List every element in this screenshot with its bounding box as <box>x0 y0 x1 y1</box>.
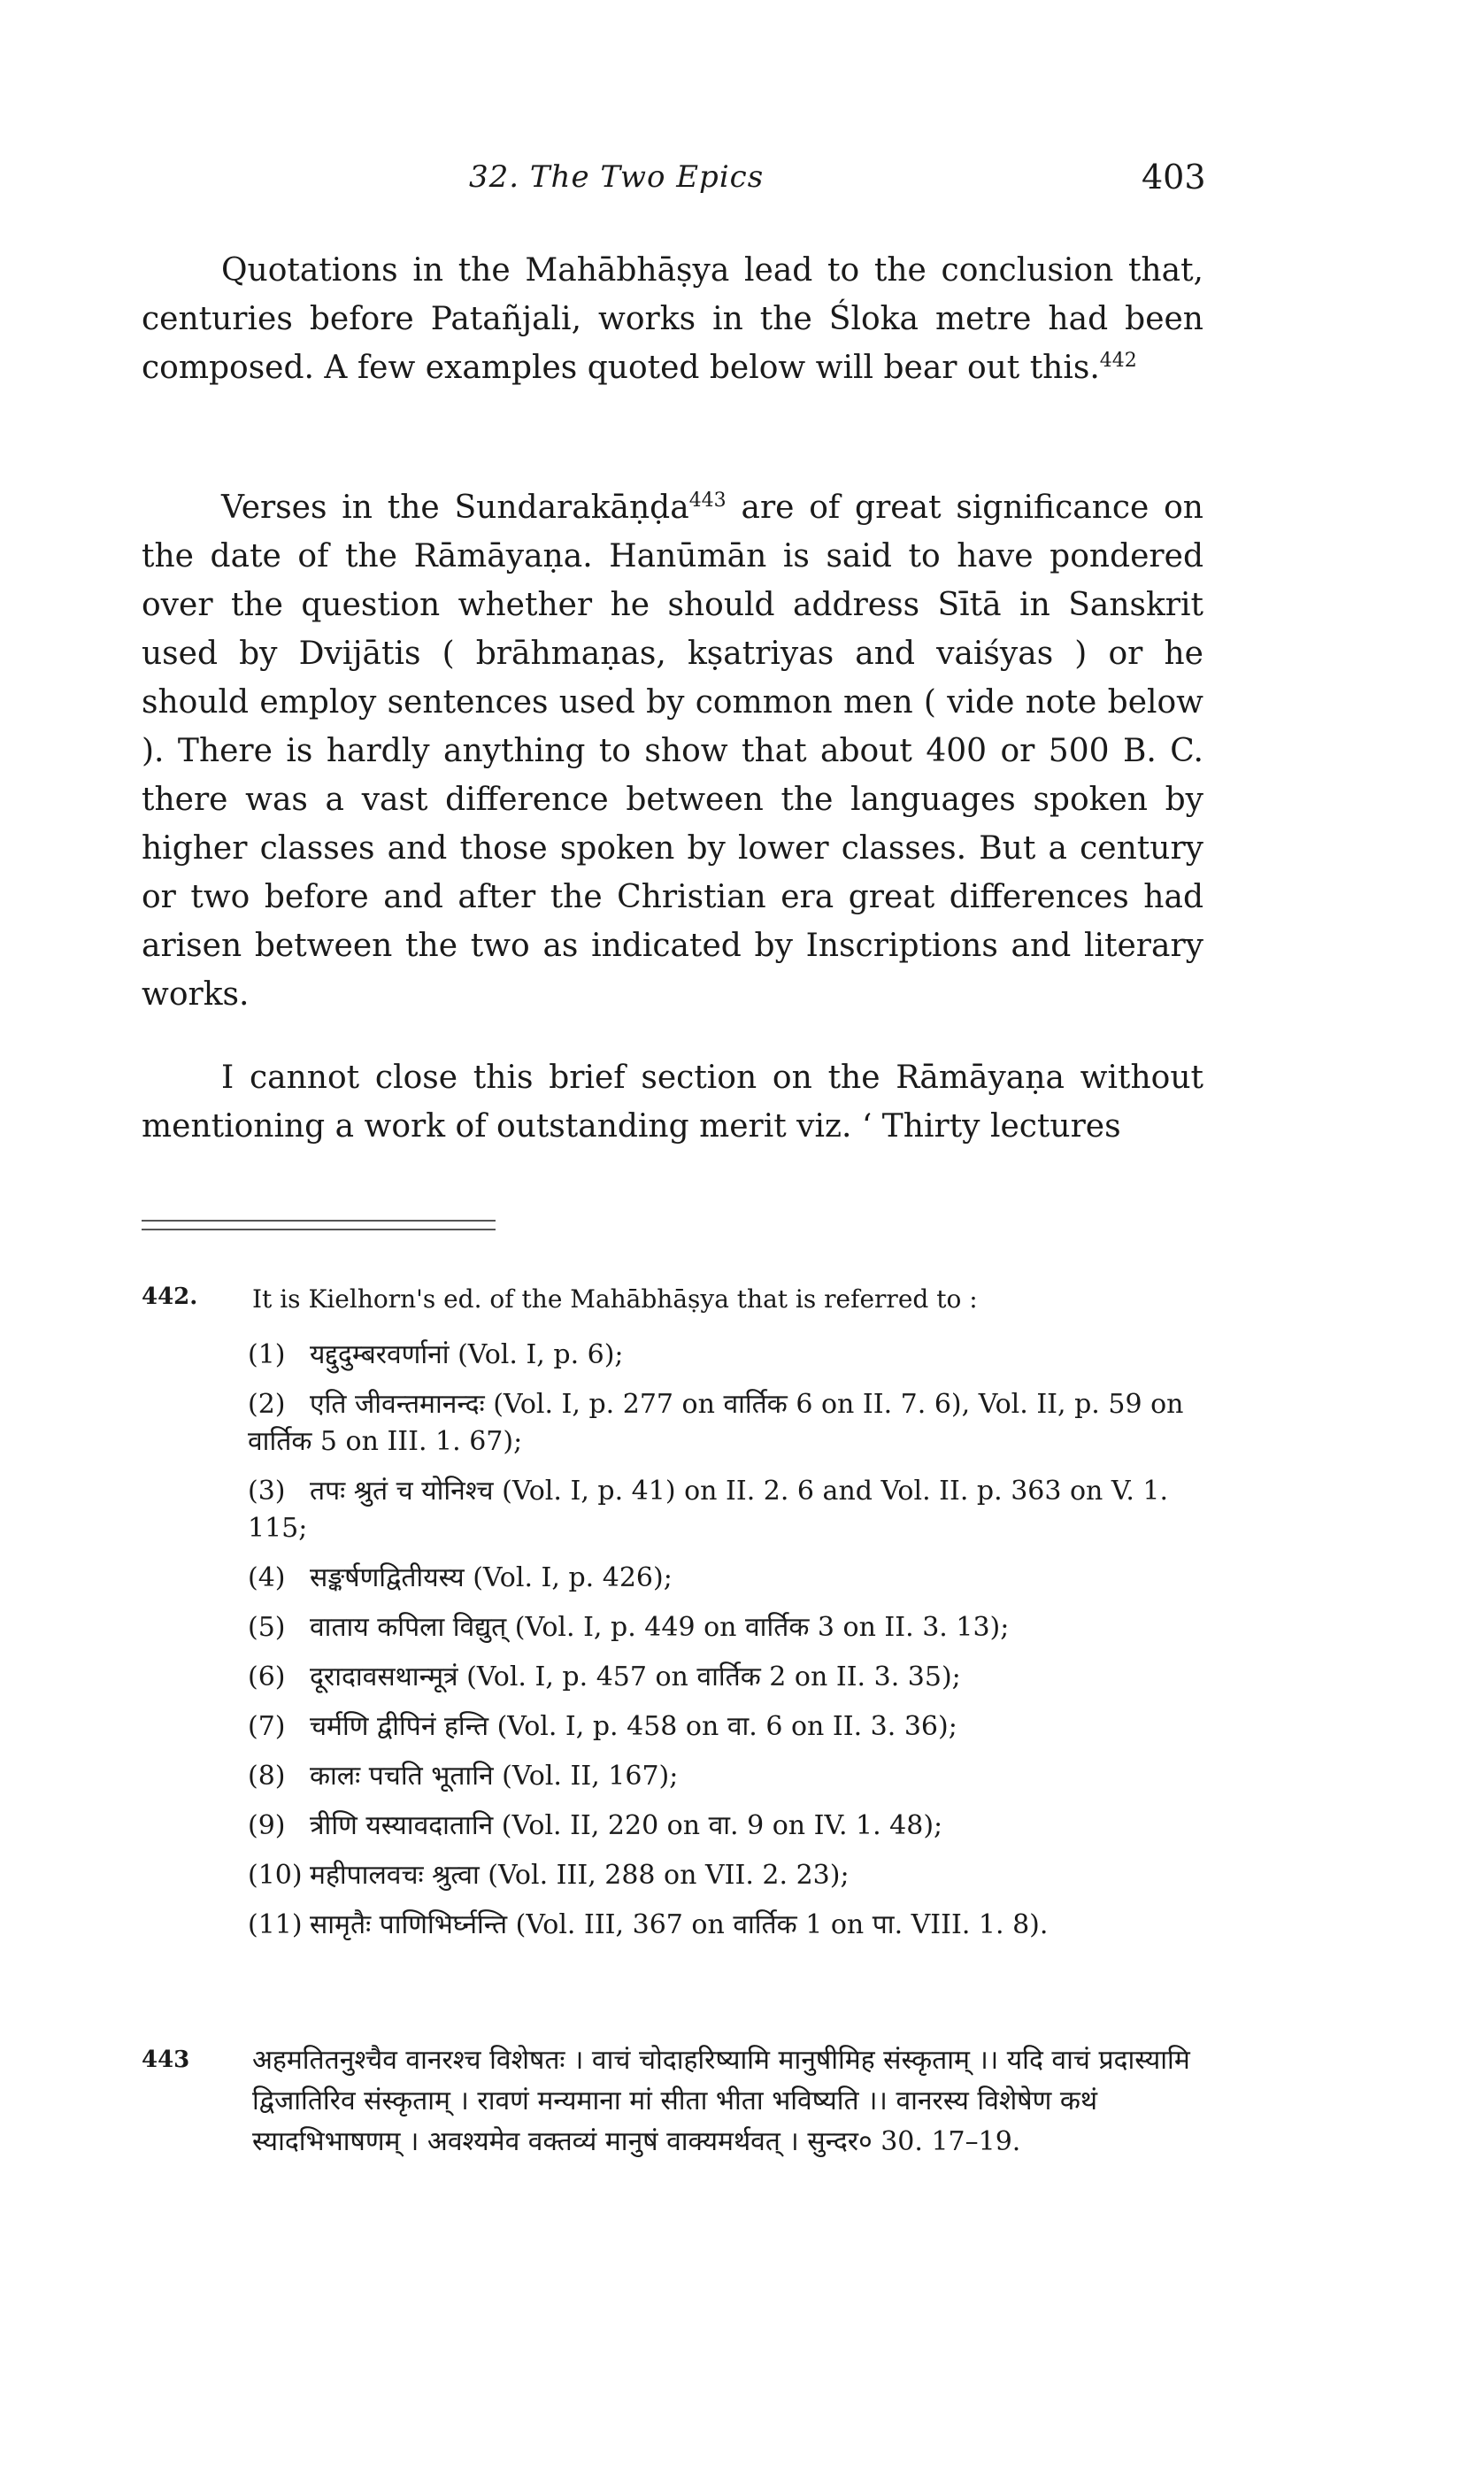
item-index: (6) <box>248 1661 286 1692</box>
item-index: (8) <box>248 1761 286 1792</box>
item-index: (4) <box>248 1562 286 1593</box>
footnote-item <box>248 1473 1212 1547</box>
item-index: (7) <box>248 1711 286 1742</box>
running-head: 32. The Two Epics <box>469 159 765 195</box>
footnote-item <box>248 1659 1212 1696</box>
footnote-ref-442[interactable]: 442 <box>1099 350 1137 372</box>
item-index: (5) <box>248 1612 286 1643</box>
footnote-item <box>248 1758 1212 1795</box>
footnote-item <box>248 1907 1212 1944</box>
paragraph-2-text-b: are of great significance on the date of the Rāmāyaṇa. Hanūmān is said to have pondered over the question whether he should address Sītā in Sanskrit used by Dvijātis ( brāhmaṇas, kṣatriyas and vaiśyas ) or he should employ sentences used by common men ( vide note below ). There is hardly anything to show that about 400 or 500 B. C. there was a vast difference between the languages spoken by higher classes and those spoken by lower classes. But a century or two before and after the Christian era great differences had arisen between the two as indicated by Inscriptions and literary works. <box>142 490 1203 1013</box>
footnote-item <box>248 1337 1212 1374</box>
paragraph-1 <box>142 246 1203 392</box>
item-text: सङ्कर्षणद्वितीयस्य (Vol. I, p. 426); <box>310 1562 673 1593</box>
item-text: यद्दुदुम्बरवर्णानां (Vol. I, p. 6); <box>310 1339 624 1370</box>
footnote-442-list <box>248 1337 1212 1956</box>
paragraph-2-text-a: Verses in the Sundarakāṇḍa <box>221 490 689 526</box>
footnote-item <box>248 1609 1212 1646</box>
footnote-442-number: 442. <box>142 1284 198 1310</box>
footnote-443-text: अहमतितनुश्चैव वानरश्च विशेषतः । वाचं चोदाहरिष्यामि मानुषीमिह संस्कृताम् ।। यदि वाचं प्रदास्यामि द्विजातिरिव संस्कृताम् । रावणं मन्यमाना मां सीता भीता भविष्यति ।। वानरस्य विशेषेण कथं स्यादभिभाषणम् । अवश्यमेव वक्तव्यं मानुषं वाक्यमर्थवत् । सुन्दर० 30. 17–19. <box>252 2045 1190 2157</box>
item-index: (3) <box>248 1476 286 1507</box>
footnote-item <box>248 1560 1212 1597</box>
item-text: कालः पचति भूतानि (Vol. II, 167); <box>310 1761 679 1792</box>
item-text: तपः श्रुतं च योनिश्च (Vol. I, p. 41) on II. 2. 6 and Vol. II. p. 363 on V. 1. 115; <box>248 1476 1169 1544</box>
footnote-item <box>248 1808 1212 1845</box>
footnote-443-number: 443 <box>142 2047 190 2073</box>
item-index: (1) <box>248 1339 286 1370</box>
item-text: दूरादावसथान्मूत्रं (Vol. I, p. 457 on वार्तिक 2 on II. 3. 35); <box>310 1661 961 1692</box>
paragraph-2 <box>142 483 1203 1019</box>
item-text: चर्मणि द्वीपिनं हन्ति (Vol. I, p. 458 on वा. 6 on II. 3. 36); <box>310 1711 957 1742</box>
item-text: एति जीवन्तमानन्दः (Vol. I, p. 277 on वार्तिक 6 on II. 7. 6), Vol. II, p. 59 on वार्तिक 5 on III. 1. 67); <box>248 1389 1184 1457</box>
paragraph-3: I cannot close this brief section on the Rāmāyaṇa without mentioning a work of outstanding merit viz. ‘ Thirty lectures <box>142 1060 1203 1145</box>
item-index: (9) <box>248 1810 286 1841</box>
page-number: 403 <box>1142 158 1206 197</box>
item-index: (2) <box>248 1389 286 1420</box>
item-index: (11) <box>248 1909 303 1940</box>
footnote-item <box>248 1386 1212 1461</box>
footnote-442-intro: It is Kielhorn's ed. of the Mahābhāṣya that is referred to : <box>252 1284 978 1314</box>
item-text: त्रीणि यस्यावदातानि (Vol. II, 220 on वा. 9 on IV. 1. 48); <box>310 1810 943 1841</box>
item-text: महीपालवचः श्रुत्वा (Vol. III, 288 on VII. 2. 23); <box>310 1860 850 1891</box>
item-text: सामृतैः पाणिभिर्घ्नन्ति (Vol. III, 367 on वार्तिक 1 on पा. VIII. 1. 8). <box>310 1909 1049 1940</box>
footnote-ref-443[interactable]: 443 <box>688 490 727 512</box>
paragraph-1-text: Quotations in the Mahābhāṣya lead to the conclusion that, centuries before Patañjali, works in the Śloka metre had been composed. A few examples quoted below will bear out this. <box>142 252 1203 386</box>
footnote-divider <box>142 1220 496 1230</box>
footnote-item <box>248 1857 1212 1894</box>
footnote-item <box>248 1708 1212 1746</box>
item-text: वाताय कपिला विद्युत् (Vol. I, p. 449 on वार्तिक 3 on II. 3. 13); <box>310 1612 1010 1643</box>
item-index: (10) <box>248 1860 303 1891</box>
